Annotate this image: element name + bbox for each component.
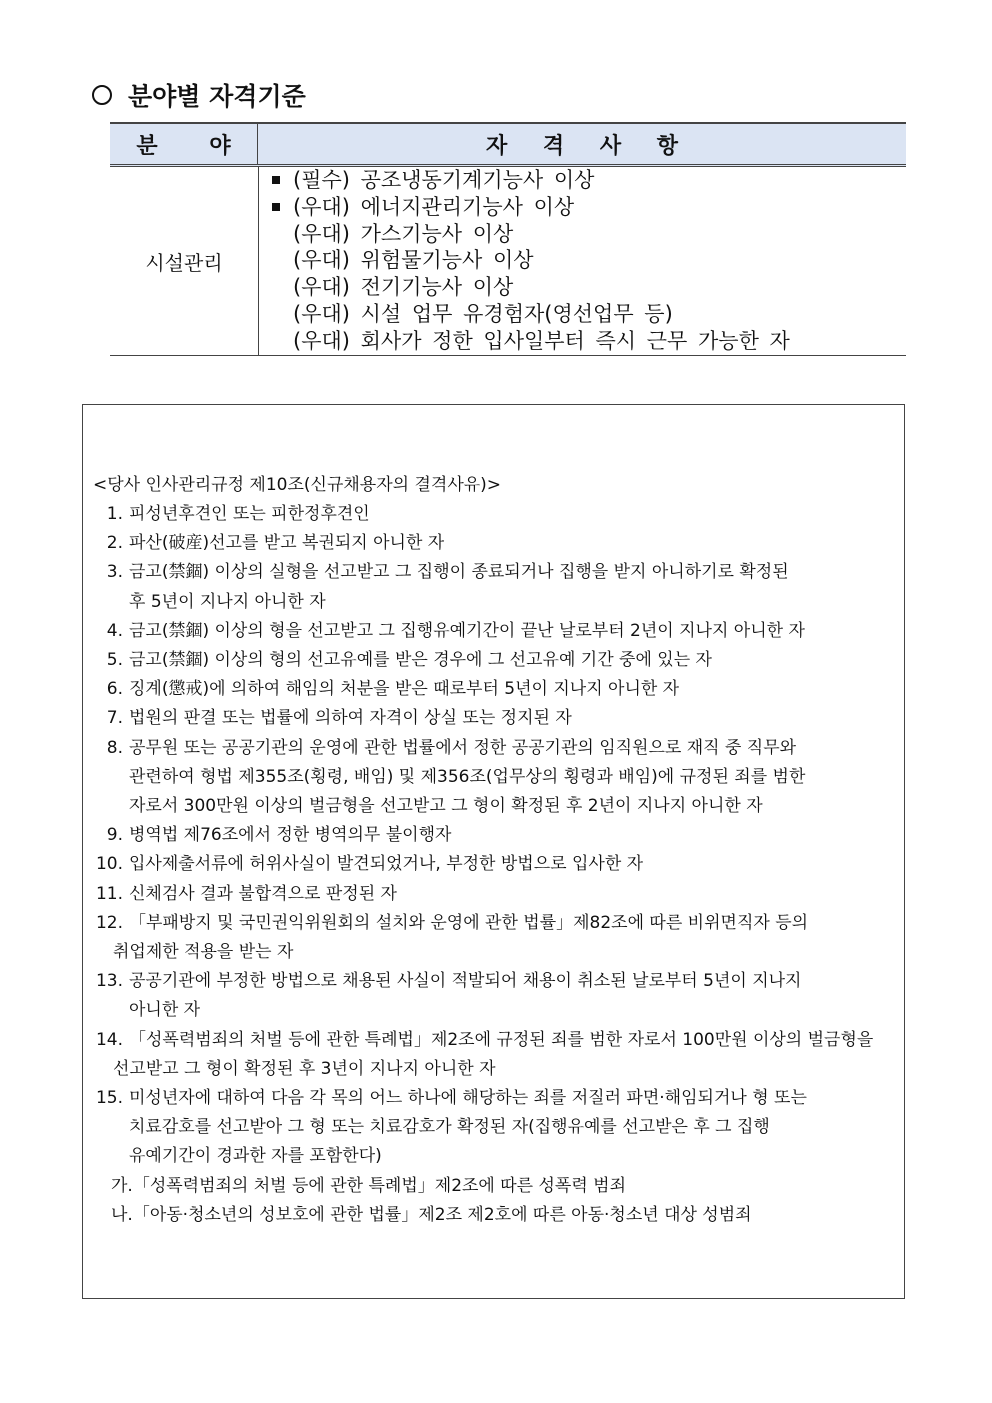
list-item-text: 입사제출서류에 허위사실이 발견되었거나, 부정한 방법으로 입사한 자 [129,854,644,875]
bullet-slot [259,176,293,184]
list-item-text: 관련하여 형법 제355조(횡령, 배임) 및 제356조(업무상의 횡령과 배임)에 규정된 죄를 범한 [129,766,806,787]
requirement-text: (우대) 위험물기능사 이상 [293,248,534,273]
list-item-text: 공공기관에 부정한 방법으로 채용된 사실이 적발되어 채용이 취소된 날로부터 5년이 지나지 [129,971,802,992]
list-item-text: 자로서 300만원 이상의 벌금형을 선고받고 그 형이 확정된 후 2년이 지나지 아니한 자 [129,796,763,817]
header-field: 분 야 [110,124,258,164]
list-item-text: 피성년후견인 또는 피한정후견인 [129,504,370,524]
list-item [93,617,896,646]
list-item [93,734,896,822]
list-item-line [93,967,896,996]
list-item-line [93,821,896,850]
requirement-item [259,221,906,248]
notice-content [93,471,896,1230]
list-item-text: 후 5년이 지나지 아니한 자 [129,591,326,612]
notice-sub-items [93,1172,896,1230]
requirement-item [259,328,906,355]
list-item-text: 선고받고 그 형이 확정된 후 3년이 지나지 아니한 자 [113,1058,496,1079]
list-item-line [93,763,896,792]
list-item-number: 15. [95,1088,123,1109]
requirement-item [259,167,906,194]
list-item-number: 3. [106,562,123,583]
list-item-number: 4. [106,620,123,641]
list-item-text: 공무원 또는 공공기관의 운영에 관한 법률에서 정한 공공기관의 임직원으로 재직 중 직무와 [129,737,797,758]
list-item-line [93,500,896,529]
requirement-text: (우대) 가스기능사 이상 [293,221,514,246]
list-item-line [93,1084,896,1113]
sub-list-item: 가.「성폭력범죄의 처벌 등에 관한 특례법」제2조에 따른 성폭력 범죄 [111,1175,627,1196]
list-item-number: 5. [106,650,123,671]
header-qualification: 자 격 사 항 [486,133,692,159]
list-item-number: 11. [95,883,123,904]
list-item-number: 8. [106,737,123,758]
list-item-number: 2. [106,533,123,554]
list-item-text: 아니한 자 [129,1000,201,1021]
requirement-item [259,274,906,301]
requirement-text: (우대) 회사가 정한 입사일부터 즉시 근무 가능한 자 [293,328,790,353]
list-item-number: 6. [106,679,123,700]
list-item-line [93,675,896,704]
list-item-number: 10. [95,854,123,875]
list-item-number: 7. [106,708,123,729]
list-item-number: 14. [95,1029,123,1050]
list-item-line [93,617,896,646]
table-row [110,167,906,356]
square-bullet-icon [272,203,280,211]
list-item-line [93,588,896,617]
disqualification-notice-box [82,404,905,1299]
notice-items [93,500,896,1172]
list-item-text: 금고(禁錮) 이상의 실형을 선고받고 그 집행이 종료되거나 집행을 받지 아니하기로 확정된 [129,562,789,583]
list-item-text: 파산(破産)선고를 받고 복권되지 아니한 자 [129,533,445,554]
section-heading-text: 분야별 자격기준 [128,82,306,111]
list-item [93,850,896,879]
circle-icon [92,85,112,105]
notice-title: <당사 인사관리규정 제10조(신규채용자의 결격사유)> [93,475,502,495]
requirement-item [259,247,906,274]
list-item-text: 취업제한 적용을 받는 자 [113,942,294,963]
list-item-text: 치료감호를 선고받아 그 형 또는 치료감호가 확정된 자(집행유예를 선고받은 후 그 집행 [129,1117,770,1138]
list-item-text: 유예기간이 경과한 자를 포함한다) [129,1146,382,1167]
requirement-text: (우대) 시설 업무 유경험자(영선업무 등) [293,301,673,326]
list-item [93,675,896,704]
list-item-number: 1. [106,504,123,524]
list-item-text: 병역법 제76조에서 정한 병역의무 불이행자 [129,825,452,846]
list-item-number: 9. [106,825,123,846]
list-item-text: 법원의 판결 또는 법률에 의하여 자격이 상실 또는 정지된 자 [129,708,572,729]
requirement-text: (우대) 전기기능사 이상 [293,275,514,300]
requirements-cell [259,167,906,355]
list-item-line [93,1026,896,1055]
list-item-line [93,938,896,967]
list-item [93,558,896,616]
list-item-number: 13. [95,971,123,992]
list-item [93,880,896,909]
list-item-line [93,558,896,587]
list-item-line [93,1142,896,1171]
list-item [93,821,896,850]
list-item-text: 금고(禁錮) 이상의 형을 선고받고 그 집행유예기간이 끝난 날로부터 2년이 지나지 아니한 자 [129,620,805,641]
list-item [93,704,896,733]
list-item [93,1026,896,1084]
qualification-table [110,122,906,356]
list-item-line [93,529,896,558]
list-item-text: 미성년자에 대하여 다음 각 목의 어느 하나에 해당하는 죄를 저질러 파면·해임되거나 형 또는 [129,1088,807,1109]
requirement-text: (필수) 공조냉동기계기능사 이상 [293,168,595,192]
list-item-line [93,996,896,1025]
table-header [110,124,906,167]
field-cell: 시설관리 [110,167,259,355]
list-item-line [93,646,896,675]
list-item-text: 금고(禁錮) 이상의 형의 선고유예를 받은 경우에 그 선고유예 기간 중에 있는 자 [129,650,712,671]
list-item-number: 12. [95,912,123,933]
list-item [93,1084,896,1172]
list-item-text: 「부패방지 및 국민권익위원회의 설치와 운영에 관한 법률」제82조에 따른 비위면직자 등의 [129,912,809,933]
list-item-line [93,850,896,879]
list-item-line [93,1055,896,1084]
section-heading [92,78,306,112]
list-item-line [93,880,896,909]
list-item-text: 신체검사 결과 불합격으로 판정된 자 [129,883,397,904]
list-item [93,500,896,529]
list-item-line [93,1113,896,1142]
list-item-line [93,792,896,821]
list-item [93,646,896,675]
list-item-line [93,734,896,763]
requirement-text: (우대) 에너지관리기능사 이상 [293,194,575,219]
list-item-text: 「성폭력범죄의 처벌 등에 관한 특례법」제2조에 규정된 죄를 범한 자로서 100만원 이상의 벌금형을 [129,1029,874,1050]
square-bullet-icon [272,176,280,184]
requirement-item [259,194,906,221]
sub-list-item: 나.「아동·청소년의 성보호에 관한 법률」제2조 제2호에 따른 아동·청소년 대상 성범죄 [111,1204,752,1225]
list-item [93,967,896,1025]
requirement-item [259,301,906,328]
list-item [93,529,896,558]
list-item-text: 징계(懲戒)에 의하여 해임의 처분을 받은 때로부터 5년이 지나지 아니한 자 [129,679,680,700]
list-item [93,909,896,967]
list-item-line [93,704,896,733]
list-item-line [93,909,896,938]
bullet-slot [259,203,293,211]
